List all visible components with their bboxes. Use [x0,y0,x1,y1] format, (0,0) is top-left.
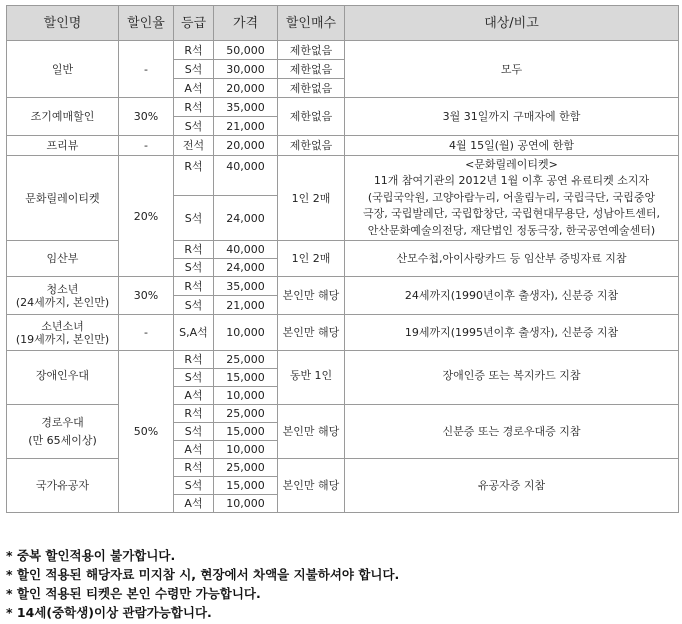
eligibility-note: 유공자증 지참 [345,459,679,513]
ticket-limit: 본인만 해당 [278,405,345,459]
name-line: (24세까지, 본인만) [15,295,110,309]
discount-rate: - [119,41,174,98]
seat-grade: R석 [174,351,214,369]
ticket-limit: 제한없음 [278,79,345,98]
seat-price: 15,000 [214,423,278,441]
eligibility-note: 산모수첩,아이사랑카드 등 임산부 증빙자료 지참 [345,241,679,277]
discount-name: 국가유공자 [7,459,119,513]
seat-price: 40,000 [214,156,278,196]
footnote: * 할인 적용된 티켓은 본인 수령만 가능합니다. [6,586,261,601]
ticket-limit: 동반 1인 [278,351,345,405]
table-row [7,98,679,117]
name-line: (만 65세이상) [28,433,97,447]
eligibility-note: 24세까지(1990년이후 출생자), 신분증 지참 [345,277,679,315]
seat-grade: S석 [174,477,214,495]
table-row [7,277,679,296]
eligibility-note: 장애인증 또는 복지카드 지참 [345,351,679,405]
seat-price: 24,000 [214,259,278,277]
eligibility-note [345,156,679,241]
header-note: 대상/비고 [345,6,679,41]
seat-price: 25,000 [214,459,278,477]
seat-grade: A석 [174,387,214,405]
discount-name: 일반 [7,41,119,98]
header-count: 할인매수 [278,6,345,41]
discount-name [7,315,119,351]
header-row [7,6,679,41]
footnote: * 중복 할인적용이 불가합니다. [6,548,176,563]
seat-price: 25,000 [214,351,278,369]
seat-grade: R석 [174,277,214,296]
ticket-limit: 본인만 해당 [278,315,345,351]
ticket-limit: 제한없음 [278,136,345,156]
table-row [7,136,679,156]
seat-grade: S석 [174,423,214,441]
seat-price: 15,000 [214,477,278,495]
seat-grade: S,A석 [174,315,214,351]
seat-price: 25,000 [214,405,278,423]
discount-rate: 30% [119,98,174,136]
eligibility-note: 19세까지(1995년이후 출생자), 신분증 지참 [345,315,679,351]
header-rate: 할인율 [119,6,174,41]
eligibility-note: 모두 [345,41,679,98]
seat-grade: R석 [174,241,214,259]
discount-name: 임산부 [7,241,119,277]
footnote: * 할인 적용된 해당자료 미지참 시, 현장에서 차액을 지불하셔야 합니다. [6,567,400,582]
seat-grade: S석 [174,296,214,315]
seat-price: 50,000 [214,41,278,60]
seat-price: 30,000 [214,60,278,79]
table-row [7,241,679,259]
discount-rate: 30% [119,277,174,315]
eligibility-note: 신분증 또는 경로우대증 지참 [345,405,679,459]
seat-price: 20,000 [214,79,278,98]
header-price: 가격 [214,6,278,41]
seat-grade: A석 [174,79,214,98]
discount-rate: 20% [119,156,174,277]
footnotes [6,546,399,622]
ticket-limit: 제한없음 [278,41,345,60]
name-line: 소년소녀 [41,319,84,333]
seat-grade: 전석 [174,136,214,156]
header-name: 할인명 [7,6,119,41]
seat-price: 40,000 [214,241,278,259]
seat-grade: R석 [174,41,214,60]
table-row [7,156,679,196]
discount-name [7,277,119,315]
discount-name: 프리뷰 [7,136,119,156]
ticket-limit: 1인 2매 [278,156,345,241]
seat-grade: R석 [174,98,214,117]
seat-price: 15,000 [214,369,278,387]
header-grade: 등급 [174,6,214,41]
name-line: 청소년 [46,282,79,296]
seat-price: 24,000 [214,196,278,241]
table-row [7,351,679,369]
note-line: <문화릴레이티켓> [465,157,558,171]
seat-price: 21,000 [214,296,278,315]
table-row [7,315,679,351]
discount-name: 장애인우대 [7,351,119,405]
note-line: 11개 참여기관의 2012년 1월 이후 공연 유료티켓 소지자 [373,174,650,188]
seat-grade: S석 [174,369,214,387]
discount-rate: - [119,136,174,156]
discount-name: 문화릴레이티켓 [7,156,119,241]
seat-grade: R석 [174,405,214,423]
ticket-limit: 제한없음 [278,60,345,79]
table-row [7,41,679,60]
seat-grade: S석 [174,259,214,277]
discount-table [6,5,679,513]
footnote: * 14세(중학생)이상 관람가능합니다. [6,605,212,620]
note-line: (국립국악원, 고양아람누리, 어울림누리, 국립극단, 국립중앙 [367,190,656,204]
seat-grade: A석 [174,495,214,513]
seat-price: 10,000 [214,387,278,405]
table-row [7,405,679,423]
discount-rate: 50% [119,351,174,513]
seat-price: 10,000 [214,441,278,459]
ticket-limit: 본인만 해당 [278,459,345,513]
seat-price: 21,000 [214,117,278,136]
ticket-limit: 본인만 해당 [278,277,345,315]
discount-name [7,405,119,459]
seat-grade: S석 [174,117,214,136]
seat-price: 35,000 [214,98,278,117]
discount-rate: - [119,315,174,351]
eligibility-note: 4월 15일(월) 공연에 한함 [345,136,679,156]
eligibility-note: 3월 31일까지 구매자에 한함 [345,98,679,136]
seat-grade: A석 [174,441,214,459]
name-line: 경로우대 [41,415,84,429]
discount-name: 조기예매할인 [7,98,119,136]
ticket-limit: 제한없음 [278,98,345,136]
seat-grade: S석 [174,196,214,241]
name-line: (19세까지, 본인만) [15,332,110,346]
table-row [7,459,679,477]
seat-price: 10,000 [214,315,278,351]
ticket-limit: 1인 2매 [278,241,345,277]
note-line: 극장, 국립발레단, 국립합창단, 국립현대무용단, 성남아트센터, [362,207,661,221]
seat-grade: R석 [174,156,214,196]
seat-grade: R석 [174,459,214,477]
seat-price: 35,000 [214,277,278,296]
seat-price: 20,000 [214,136,278,156]
note-line: 안산문화예술의전당, 재단법인 정동극장, 한국공연예술센터) [367,223,656,237]
seat-price: 10,000 [214,495,278,513]
seat-grade: S석 [174,60,214,79]
